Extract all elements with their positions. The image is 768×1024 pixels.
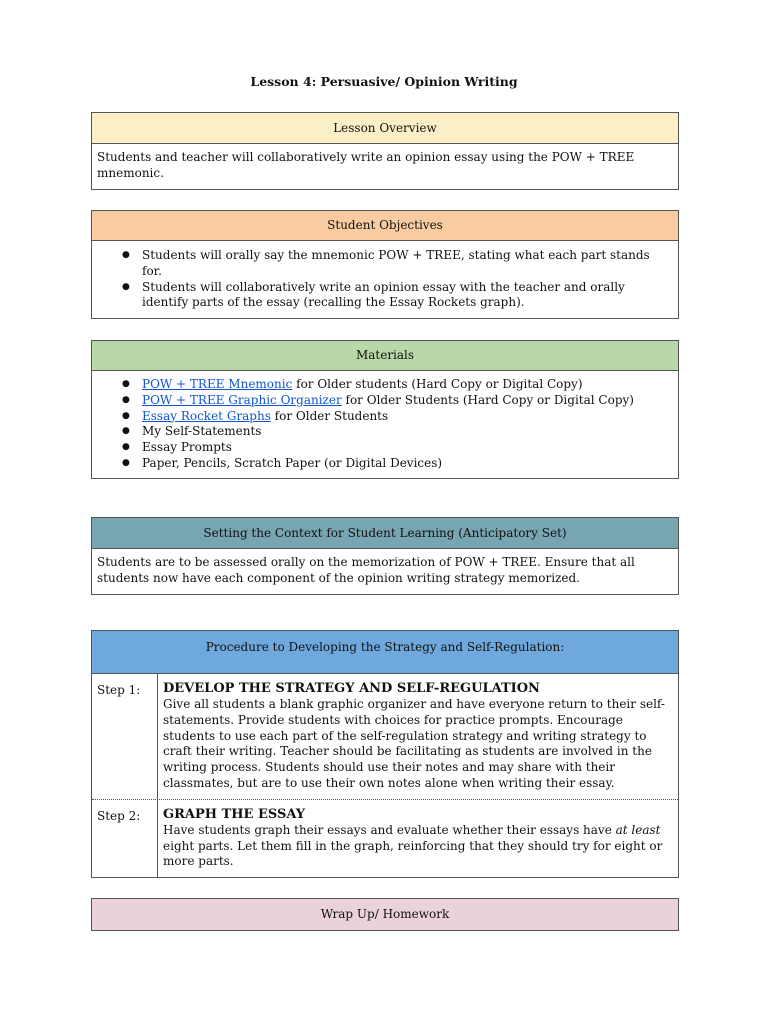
list-item bbox=[97, 377, 670, 393]
step-text: Give all students a blank graphic organizer and have everyone return to their self-statements. Provide students with choices for practice prompts. Encourage students to use each part of the self-regulation strategy and writing strategy to craft their writing. Teacher should be facilitating as students are involved in the writing process. Students should use their notes and may share with their classmates, but are to use their own notes alone when writing their essay. bbox=[163, 697, 665, 790]
lesson-overview-text: Students and teacher will collaboratively write an opinion essay using the POW + TREE mnemonic. bbox=[97, 150, 635, 180]
context-text: Students are to be assessed orally on the memorization of POW + TREE. Ensure that all students now have each component of the opinion writing strategy memorized. bbox=[97, 555, 635, 585]
objectives-list bbox=[97, 248, 670, 311]
student-objectives-section bbox=[91, 210, 679, 319]
procedure-header: Procedure to Developing the Strategy and Self-Regulation: bbox=[92, 631, 678, 674]
context-section bbox=[91, 517, 679, 595]
essay-rocket-graphs-link[interactable]: Essay Rocket Graphs bbox=[142, 408, 271, 423]
list-item-text: for Older Students (Hard Copy or Digital Copy) bbox=[341, 392, 634, 407]
step-text-before: Have students graph their essays and evaluate whether their essays have bbox=[163, 822, 616, 837]
step-content bbox=[158, 674, 678, 799]
step-text-after: eight parts. Let them fill in the graph, reinforcing that they should try for eight or more parts. bbox=[163, 838, 663, 869]
step-row bbox=[92, 674, 678, 800]
list-item-text: for Older students (Hard Copy or Digital Copy) bbox=[292, 377, 583, 391]
lesson-overview-section bbox=[91, 112, 679, 190]
lesson-overview-header: Lesson Overview bbox=[92, 113, 678, 144]
step-label: Step 1: bbox=[92, 674, 158, 799]
pow-tree-mnemonic-link[interactable]: POW + TREE Mnemonic bbox=[142, 377, 293, 391]
list-item bbox=[97, 409, 670, 425]
materials-header: Materials bbox=[92, 341, 678, 371]
materials-body bbox=[92, 371, 678, 478]
step-title: GRAPH THE ESSAY bbox=[163, 806, 306, 822]
context-header: Setting the Context for Student Learning (Anticipatory Set) bbox=[92, 518, 678, 549]
step-title: DEVELOP THE STRATEGY AND SELF-REGULATION bbox=[163, 681, 540, 696]
materials-list bbox=[97, 377, 670, 472]
page-title: Lesson 4: Persuasive/ Opinion Writing bbox=[250, 74, 518, 89]
list-item: ● Students will orally say the mnemonic POW + TREE, stating what each part stands for. bbox=[97, 248, 670, 280]
pow-tree-graphic-organizer-link[interactable]: POW + TREE Graphic Organizer bbox=[142, 392, 342, 407]
student-objectives-body bbox=[92, 241, 678, 318]
wrap-up-section bbox=[91, 898, 679, 931]
wrap-up-header: Wrap Up/ Homework bbox=[92, 899, 678, 930]
list-item: ● My Self-Statements bbox=[97, 424, 670, 440]
list-item: ● Students will collaboratively write an opinion essay with the teacher and orally identify parts of the essay (recalling the Essay Rockets graph). bbox=[97, 280, 670, 312]
list-item: ● Essay Prompts bbox=[97, 440, 670, 456]
list-item: ● Paper, Pencils, Scratch Paper (or Digital Devices) bbox=[97, 456, 670, 472]
step-row bbox=[92, 800, 678, 877]
list-item bbox=[97, 393, 670, 409]
step-text bbox=[163, 823, 672, 870]
step-content bbox=[158, 800, 678, 877]
step-label: Step 2: bbox=[92, 800, 158, 877]
step-text-emphasis: at least bbox=[615, 822, 661, 837]
materials-section bbox=[91, 340, 679, 479]
procedure-section bbox=[91, 630, 679, 878]
list-item-text: for Older Students bbox=[270, 408, 389, 423]
student-objectives-header: Student Objectives bbox=[92, 211, 678, 241]
